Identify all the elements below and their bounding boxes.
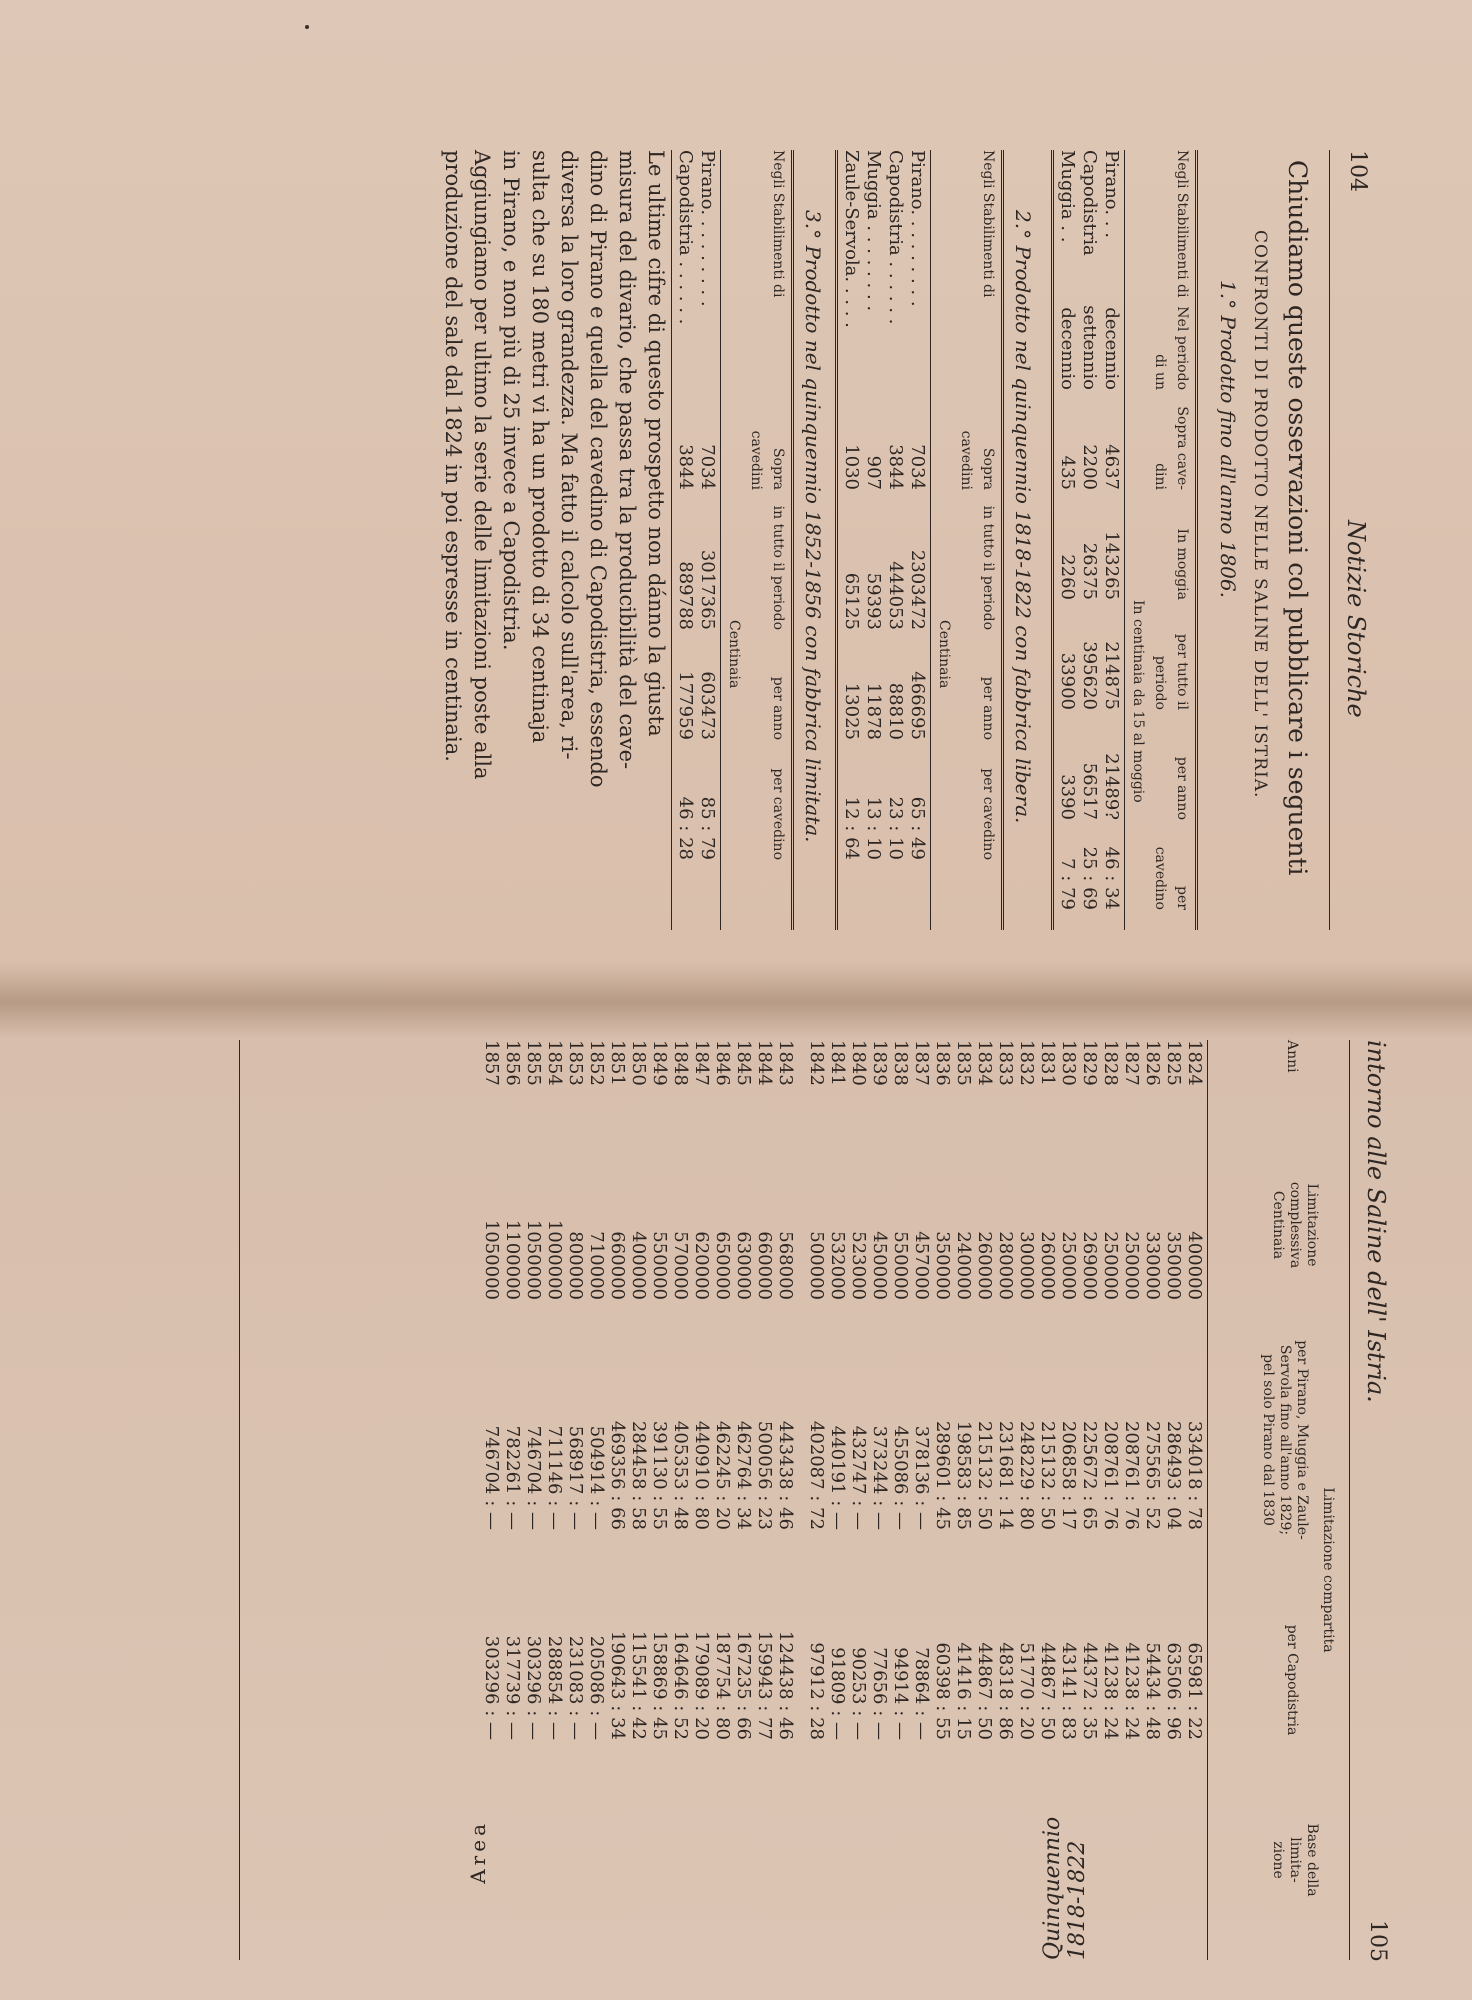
table-row xyxy=(733,1040,754,1960)
table-row xyxy=(796,1040,806,1960)
table-cell: 51770 : 20 xyxy=(1016,1642,1037,1740)
table-cell: 889788 xyxy=(675,561,696,630)
table-row xyxy=(670,1040,691,1960)
table-cell: 1852 xyxy=(586,1040,607,1086)
table-cell: 550000 xyxy=(649,1231,670,1300)
table-cell: 44372 : 35 xyxy=(1079,1642,1100,1740)
table-cell: 1838 xyxy=(890,1040,911,1086)
base-label-quinquennio: Quinquennio 1818-1822 xyxy=(1040,1816,1090,1960)
intro-sentence: Chiudiamo queste osservazioni col pubblicare i seguenti xyxy=(1283,160,1312,876)
table-cell: 603473 xyxy=(697,671,718,740)
table-cell: 208761 : 76 xyxy=(1121,1420,1142,1530)
head-rule xyxy=(1349,1040,1350,1960)
table-cell: 1855 xyxy=(523,1040,544,1086)
table-cell: 1847 xyxy=(691,1040,712,1086)
table-cell: 167235 : 66 xyxy=(733,1630,754,1740)
table-cell: 405353 : 48 xyxy=(670,1420,691,1530)
table-row xyxy=(544,1040,565,1960)
table-cell: 65 : 49 xyxy=(907,796,928,860)
table-1-body xyxy=(1056,150,1122,930)
table-cell: 4637 xyxy=(1101,444,1122,490)
table-cell: 504914 : — xyxy=(586,1425,607,1530)
table-cell: 650000 xyxy=(712,1231,733,1300)
table-cell: 1824 xyxy=(1184,1040,1205,1086)
table-cell: 395620 xyxy=(1079,641,1100,710)
table-cell: 280000 xyxy=(995,1231,1016,1300)
table-cell: Pirano. . . . . . . . . xyxy=(697,150,718,307)
table-row xyxy=(848,1040,869,1960)
table-cell: 60398 : 55 xyxy=(932,1642,953,1740)
table-cell: 78864 : — xyxy=(911,1647,932,1740)
table-row xyxy=(1056,150,1078,930)
table-cell: 240000 xyxy=(953,1231,974,1300)
table-row xyxy=(1184,1040,1205,1960)
table-cell: 1840 xyxy=(848,1040,869,1086)
table-cell: 48318 : 86 xyxy=(995,1642,1016,1740)
table-cell: 443438 : 46 xyxy=(775,1420,796,1530)
table-cell: 400000 xyxy=(1184,1231,1205,1300)
table-cell: 215132 : 50 xyxy=(1037,1420,1058,1530)
table-cell: Muggia . . . . . . . . xyxy=(863,150,884,312)
page-number: 104 xyxy=(1345,150,1370,192)
table-cell: Muggia . . xyxy=(1057,150,1078,243)
table-cell: 1843 xyxy=(775,1040,796,1086)
table-cell: 164646 : 52 xyxy=(670,1630,691,1740)
table-2 xyxy=(833,150,1040,930)
table-cell: 1833 xyxy=(995,1040,1016,1086)
table-3-span-header: Centinaia xyxy=(726,620,742,689)
table-cell: 2200 xyxy=(1079,444,1100,490)
table-cell: Capodistria . . . . . . xyxy=(885,150,906,325)
table-row xyxy=(1100,1040,1121,1960)
table-cell: 1826 xyxy=(1142,1040,1163,1086)
table-cell: 1830 xyxy=(1058,1040,1079,1086)
table-cell: 231083 : — xyxy=(565,1635,586,1740)
table-row xyxy=(1142,1040,1163,1960)
table-cell: 1857 xyxy=(481,1040,502,1086)
table-cell: 500000 xyxy=(806,1231,827,1300)
table-cell: 46 : 34 xyxy=(1101,846,1122,910)
table-cell: 1839 xyxy=(869,1040,890,1086)
page-105 xyxy=(170,1040,1390,1960)
text-line: Aggiungiamo per ultimo la serie delle limitazioni poste alla xyxy=(470,150,494,780)
table-cell: 13025 xyxy=(841,682,862,740)
table-cell: 303296 : — xyxy=(481,1635,502,1740)
table-cell: 462245 : 20 xyxy=(712,1420,733,1530)
table-row xyxy=(862,150,884,930)
table-cell: 41416 : 15 xyxy=(953,1642,974,1740)
table-cell: 56517 xyxy=(1079,762,1100,820)
table-cell: 444053 xyxy=(885,561,906,630)
limitations-body xyxy=(481,1040,1205,1960)
body-text xyxy=(438,150,670,930)
table-cell: Capodistria xyxy=(1079,150,1100,256)
table-cell: 7034 xyxy=(907,444,928,490)
table-cell: 43141 : 83 xyxy=(1058,1642,1079,1740)
page-fold xyxy=(0,968,1472,1038)
head-rule xyxy=(1329,150,1330,930)
table-cell: 275565 : 52 xyxy=(1142,1420,1163,1530)
section-heading: CONFRONTI DI PRODOTTO NELLE SALINE DELL' ISTRIA. xyxy=(1250,230,1270,799)
table-cell: 450000 xyxy=(869,1231,890,1300)
table-cell: 59393 xyxy=(863,572,884,630)
table-row xyxy=(502,1040,523,1960)
table-cell: 1827 xyxy=(1121,1040,1142,1086)
table-cell: Zaule-Servola. . . . . xyxy=(841,150,862,328)
table-cell: 907 xyxy=(863,455,884,490)
table-cell: 466695 xyxy=(907,671,928,740)
limitations-header: Anni Limitazione complessiva Centinaia Limitazione compartita per Pirano, Muggia e Zaule-Servola fino all'anno 1829; pel solo Pirano dal 1830 per Capodistria Base della limita-zione xyxy=(1260,1040,1336,1897)
table-row xyxy=(565,1040,586,1960)
table-row xyxy=(932,1040,953,1960)
table-cell: 1836 xyxy=(932,1040,953,1086)
table-2-header: Negli Stabilimenti di Sopra cavedini in tutto il periodo per anno per cavedino xyxy=(958,150,996,860)
table-cell: 25 : 69 xyxy=(1079,846,1100,910)
running-title: Notizie Storiche xyxy=(1342,520,1370,718)
table-row xyxy=(995,1040,1016,1960)
table-cell: 532000 xyxy=(827,1231,848,1300)
table-cell: 124438 : 46 xyxy=(775,1630,796,1740)
running-title: intorno alle Saline dell' Istria. xyxy=(1362,1040,1390,1403)
table-cell: 568917 : — xyxy=(565,1425,586,1530)
table-cell: 435 xyxy=(1057,455,1078,490)
table-cell: 1829 xyxy=(1079,1040,1100,1086)
table-2-body xyxy=(840,150,928,930)
table-row xyxy=(674,150,696,930)
text-line: in Pirano, e non più di 25 invece a Capodistria. xyxy=(499,150,523,651)
table-cell: 1828 xyxy=(1100,1040,1121,1086)
table-cell: 746704 : — xyxy=(523,1425,544,1530)
table-cell: 250000 xyxy=(1058,1231,1079,1300)
table-cell: 1834 xyxy=(974,1040,995,1086)
table-cell: 1846 xyxy=(712,1040,733,1086)
table-cell: 158869 : 45 xyxy=(649,1630,670,1740)
table-row xyxy=(906,150,928,930)
table-cell: 378136 : — xyxy=(911,1425,932,1530)
table-cell: 225672 : 65 xyxy=(1079,1420,1100,1530)
table-row xyxy=(869,1040,890,1960)
table-cell: Pirano. . . xyxy=(1101,150,1122,238)
table-cell: 231681 : 14 xyxy=(995,1420,1016,1530)
table-cell: 13 : 10 xyxy=(863,796,884,860)
table-row xyxy=(775,1040,796,1960)
table-cell: 1854 xyxy=(544,1040,565,1086)
table-cell: 214875 xyxy=(1101,641,1122,710)
table-row xyxy=(607,1040,628,1960)
table-cell: 550000 xyxy=(890,1231,911,1300)
table-cell: 41238 : 24 xyxy=(1121,1642,1142,1740)
table-cell: 115541 : 42 xyxy=(628,1630,649,1740)
table-1 xyxy=(1049,150,1200,930)
table-cell: 65125 xyxy=(841,572,862,630)
table-cell: decennio xyxy=(1101,307,1122,390)
table-cell: 1831 xyxy=(1037,1040,1058,1086)
bottom-rule xyxy=(239,1040,240,1960)
table-cell: Pirano. . . . . . . . . xyxy=(907,150,928,307)
table-3 xyxy=(669,150,830,930)
table-row xyxy=(890,1040,911,1960)
table-cell: 782261 : — xyxy=(502,1425,523,1530)
base-label-area: Area xyxy=(466,1820,490,1884)
table-cell: 1841 xyxy=(827,1040,848,1086)
table-3-title: 3.° Prodotto nel quinquennio 1852-1856 con fabbrica limitata. xyxy=(801,210,825,843)
table-2-span-header: Centinaia xyxy=(936,620,952,689)
table-row xyxy=(523,1040,544,1960)
table-row xyxy=(754,1040,775,1960)
table-cell: 7034 xyxy=(697,444,718,490)
table-2-title: 2.° Prodotto nel quinquennio 1818-1822 con fabbrica libera. xyxy=(1011,210,1035,824)
table-cell: 373244 : — xyxy=(869,1425,890,1530)
table-1-title: 1.° Prodotto fino all'anno 1806. xyxy=(1216,280,1240,598)
table-cell: 97912 : 28 xyxy=(806,1642,827,1740)
table-cell: 91809 : — xyxy=(827,1647,848,1740)
table-row xyxy=(586,1040,607,1960)
table-cell: 1849 xyxy=(649,1040,670,1086)
text-line: misura del divario, che passa tra la producibilità del cave- xyxy=(615,150,639,770)
table-cell: 1844 xyxy=(754,1040,775,1086)
table-row xyxy=(974,1040,995,1960)
table-cell: 440191 : — xyxy=(827,1425,848,1530)
table-cell: 26375 xyxy=(1079,542,1100,600)
table-cell: 1837 xyxy=(911,1040,932,1086)
table-row xyxy=(649,1040,670,1960)
table-cell: 12 : 64 xyxy=(841,796,862,860)
table-row xyxy=(691,1040,712,1960)
table-cell: 1000000 xyxy=(544,1219,565,1300)
table-cell: 205086 : — xyxy=(586,1635,607,1740)
table-row xyxy=(911,1040,932,1960)
table-cell: 143265 xyxy=(1101,531,1122,600)
text-line: diversa la loro grandezza. Ma fatto il calcolo sull'area, ri- xyxy=(557,150,581,760)
page-number: 105 xyxy=(1365,1920,1390,1962)
table-cell: 46 : 28 xyxy=(675,796,696,860)
table-cell: 159943 : 77 xyxy=(754,1630,775,1740)
table-cell: 1100000 xyxy=(502,1219,523,1300)
table-cell: 88810 xyxy=(885,682,906,740)
table-cell: 455086 : — xyxy=(890,1425,911,1530)
table-row xyxy=(1078,150,1100,930)
table-row xyxy=(1100,150,1122,930)
table-row xyxy=(827,1040,848,1960)
table-cell: 250000 xyxy=(1100,1231,1121,1300)
table-cell: 3844 xyxy=(675,444,696,490)
table-cell: 1851 xyxy=(607,1040,628,1086)
table-cell: 303296 : — xyxy=(523,1635,544,1740)
table-cell: 90253 : — xyxy=(848,1647,869,1740)
table-cell: 190643 : 34 xyxy=(607,1630,628,1740)
table-cell: decennio xyxy=(1057,307,1078,390)
table-cell: 250000 xyxy=(1121,1231,1142,1300)
table-cell: 2303472 xyxy=(907,549,928,630)
table-cell: 1850 xyxy=(628,1040,649,1086)
table-cell: 208761 : 76 xyxy=(1100,1420,1121,1530)
table-cell: 1842 xyxy=(806,1040,827,1086)
table-cell: 1825 xyxy=(1163,1040,1184,1086)
page-104 xyxy=(140,150,1370,930)
table-3-body xyxy=(674,150,718,930)
table-1-span-header: In centinaia da 15 al moggio xyxy=(1130,600,1146,803)
table-cell: 620000 xyxy=(691,1231,712,1300)
table-cell: 570000 xyxy=(670,1231,691,1300)
table-cell: 1845 xyxy=(733,1040,754,1086)
table-cell: 7 : 79 xyxy=(1057,858,1078,910)
table-cell: 432747 : — xyxy=(848,1425,869,1530)
table-cell: 711146 : — xyxy=(544,1425,565,1530)
table-3-header: Negli Stabilimenti di Sopra cavedini in tutto il periodo per anno per cavedino xyxy=(748,150,786,860)
table-cell: 260000 xyxy=(1037,1231,1058,1300)
text-line: produzione del sale dal 1824 in poi espresse in centinaia. xyxy=(441,150,465,762)
table-cell: 179089 : 20 xyxy=(691,1630,712,1740)
table-cell: 33900 xyxy=(1057,652,1078,710)
table-cell: 198583 : 85 xyxy=(953,1420,974,1530)
table-cell: 568000 xyxy=(775,1231,796,1300)
table-cell: 350000 xyxy=(1163,1231,1184,1300)
table-row xyxy=(696,150,718,930)
table-row xyxy=(1163,1040,1184,1960)
table-row xyxy=(953,1040,974,1960)
table-cell: 23 : 10 xyxy=(885,796,906,860)
table-cell: 94914 : — xyxy=(890,1647,911,1740)
table-cell: 1050000 xyxy=(523,1219,544,1300)
table-cell: 317739 : — xyxy=(502,1635,523,1740)
table-cell: 286493 : 04 xyxy=(1163,1420,1184,1530)
table-cell: 65981 : 22 xyxy=(1184,1642,1205,1740)
table-cell: 1832 xyxy=(1016,1040,1037,1086)
table-cell: 215132 : 50 xyxy=(974,1420,995,1530)
table-cell: 206858 : 17 xyxy=(1058,1420,1079,1530)
table-cell: 21489? xyxy=(1101,753,1122,820)
table-cell: 177959 xyxy=(675,671,696,740)
table-cell: 660000 xyxy=(754,1231,775,1300)
table-cell: 85 : 79 xyxy=(697,796,718,860)
table-cell: 746704 : — xyxy=(481,1425,502,1530)
table-cell: 1030 xyxy=(841,444,862,490)
table-cell: 402087 : 72 xyxy=(806,1420,827,1530)
table-cell: 523000 xyxy=(848,1231,869,1300)
table-cell: 440910 : 80 xyxy=(691,1420,712,1530)
table-cell: 3017365 xyxy=(697,549,718,630)
table-row xyxy=(884,150,906,930)
table-cell: 248229 : 80 xyxy=(1016,1420,1037,1530)
table-cell: 288854 : — xyxy=(544,1635,565,1740)
table-row xyxy=(806,1040,827,1960)
table-cell: 457000 xyxy=(911,1231,932,1300)
table-cell: 300000 xyxy=(1016,1231,1037,1300)
table-cell: 2260 xyxy=(1057,554,1078,600)
table-cell: 63506 : 96 xyxy=(1163,1642,1184,1740)
table-cell: 1835 xyxy=(953,1040,974,1086)
table-cell: 469356 : 66 xyxy=(607,1420,628,1530)
text-line: Le ultime cifre di questo prospetto non dánno la giusta xyxy=(644,150,668,737)
table-cell: 41238 : 24 xyxy=(1100,1642,1121,1740)
table-cell: 1050000 xyxy=(481,1219,502,1300)
table-row xyxy=(1121,1040,1142,1960)
table-cell: 800000 xyxy=(565,1231,586,1300)
table-row xyxy=(712,1040,733,1960)
table-cell: 462764 : 34 xyxy=(733,1420,754,1530)
limitations-table xyxy=(481,1040,1340,1960)
table-cell: 630000 xyxy=(733,1231,754,1300)
table-row xyxy=(840,150,862,930)
text-line: sulta che su 180 metri vi ha un prodotto di 34 centinaja xyxy=(528,150,552,744)
text-line: dino di Pirano e quella del cavedino di Capodistria, essendo xyxy=(586,150,610,788)
table-cell: 500056 : 23 xyxy=(754,1420,775,1530)
table-1-header: Negli Stabilimenti di Nel periodo di un Sopra cave-dini In moggia per tutto il periodo per anno per cavedino xyxy=(1152,150,1190,910)
table-cell: 391130 : 55 xyxy=(649,1420,670,1530)
table-row xyxy=(628,1040,649,1960)
table-cell: 1856 xyxy=(502,1040,523,1086)
table-cell: 44867 : 50 xyxy=(1037,1642,1058,1740)
table-cell: 660000 xyxy=(607,1231,628,1300)
table-cell: 400000 xyxy=(628,1231,649,1300)
table-cell: 330000 xyxy=(1142,1231,1163,1300)
table-cell: 334018 : 78 xyxy=(1184,1420,1205,1530)
table-cell: 289601 : 45 xyxy=(932,1420,953,1530)
table-cell: 3844 xyxy=(885,444,906,490)
table-cell: 44867 : 50 xyxy=(974,1642,995,1740)
table-cell: 77656 : — xyxy=(869,1647,890,1740)
table-cell: 269000 xyxy=(1079,1231,1100,1300)
table-cell: 350000 xyxy=(932,1231,953,1300)
table-cell: 3390 xyxy=(1057,774,1078,820)
table-cell: Capodistria . . . . . . xyxy=(675,150,696,325)
table-cell: 1848 xyxy=(670,1040,691,1086)
table-cell: 710000 xyxy=(586,1231,607,1300)
table-row xyxy=(1016,1040,1037,1960)
table-cell: 187754 : 80 xyxy=(712,1630,733,1740)
table-cell: 260000 xyxy=(974,1231,995,1300)
table-cell: settennio xyxy=(1079,305,1100,390)
table-cell: 11878 xyxy=(863,682,884,740)
table-cell: 284458 : 58 xyxy=(628,1420,649,1530)
table-cell: 1853 xyxy=(565,1040,586,1086)
table-cell: 54434 : 48 xyxy=(1142,1642,1163,1740)
ink-speck xyxy=(305,25,309,29)
